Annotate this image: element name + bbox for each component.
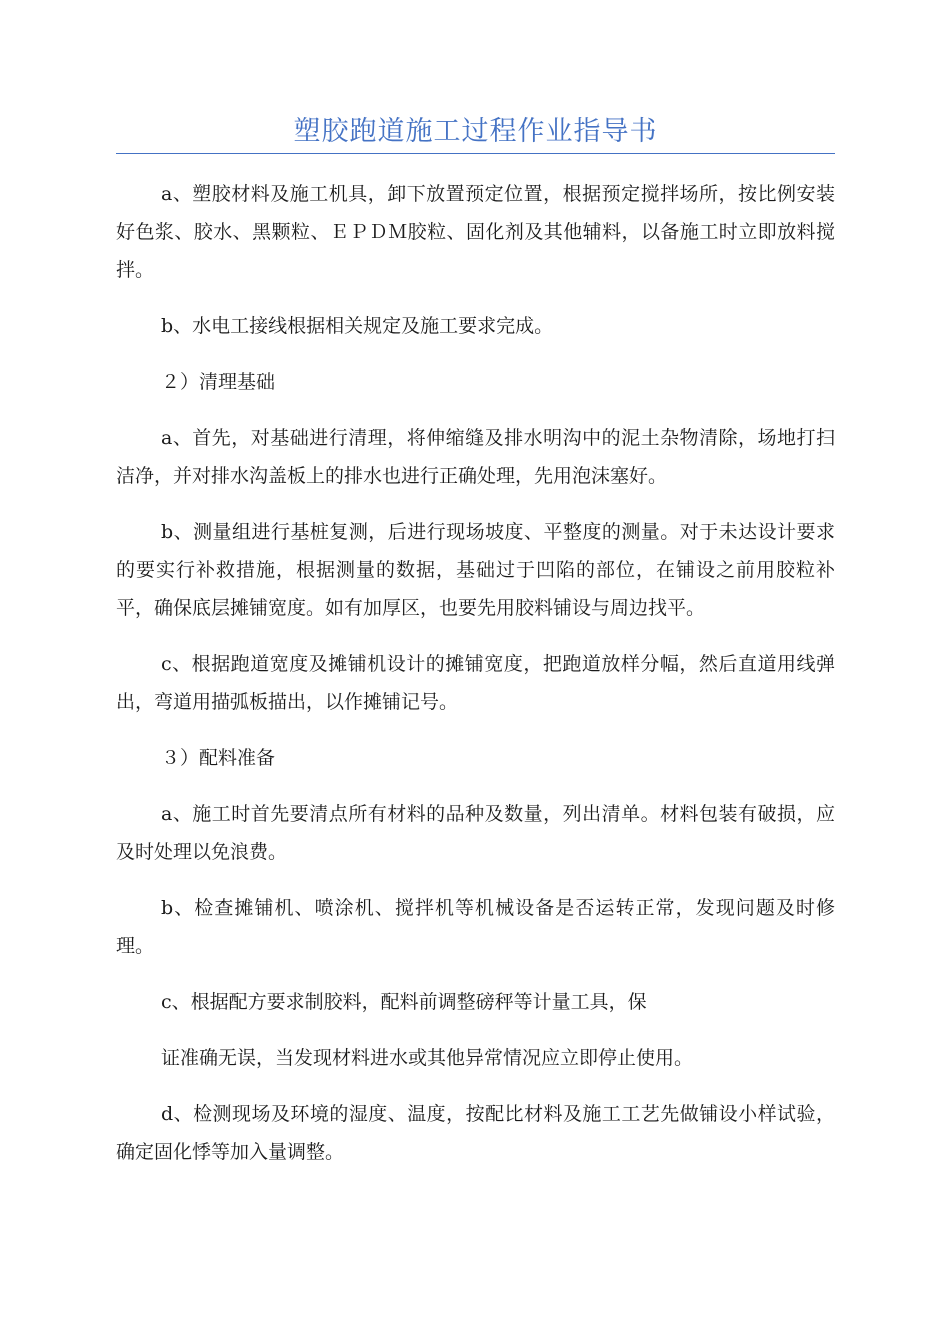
paragraph-mixing-continued: 证准确无误，当发现材料进水或其他异常情况应立即停止使用。 — [161, 1047, 694, 1069]
document-body — [116, 175, 835, 1171]
paragraph-layout-marking: c、根据跑道宽度及摊铺机设计的摊铺宽度，把跑道放样分幅，然后直道用线弹出，弯道用描弧板描出，以作摊铺记号。 — [116, 653, 835, 713]
paragraph-equipment-check: b、检查摊铺机、喷涂机、搅拌机等机械设备是否运转正常，发现问题及时修理。 — [116, 897, 835, 957]
paragraph-survey: b、测量组进行基桩复测，后进行现场坡度、平整度的测量。对于未达设计要求的要实行补救措施，根据测量的数据，基础过于凹陷的部位，在铺设之前用胶粒补平，确保底层摊铺宽度。如有加厚区，也要先用胶料铺设与周边找平。 — [116, 521, 835, 619]
paragraph-mixing: c、根据配方要求制胶料，配料前调整磅秤等计量工具，保 — [161, 991, 647, 1013]
title-underline — [116, 153, 835, 154]
paragraph-inventory: a、施工时首先要清点所有材料的品种及数量，列出清单。材料包装有破损，应及时处理以免浪费。 — [116, 803, 835, 863]
section-heading-clean-base: ２）清理基础 — [161, 371, 276, 393]
paragraph-sample-test: d、检测现场及环境的湿度、温度，按配比材料及施工工艺先做铺设小样试验，确定固化悸等加入量调整。 — [116, 1103, 835, 1163]
section-heading-material-prep: ３）配料准备 — [161, 747, 276, 769]
paragraph-clean-base: a、首先，对基础进行清理，将伸缩缝及排水明沟中的泥土杂物清除，场地打扫洁净，并对排水沟盖板上的排水也进行正确处理，先用泡沫塞好。 — [116, 427, 835, 487]
document-title: 塑胶跑道施工过程作业指导书 — [293, 116, 658, 147]
paragraph-materials-setup: a、塑胶材料及施工机具，卸下放置预定位置，根据预定搅拌场所，按比例安装好色浆、胶水、黑颗粒、ＥＰＤＭ胶粒、固化剂及其他辅料，以备施工时立即放料搅拌。 — [116, 183, 835, 281]
paragraph-electrical-wiring: b、水电工接线根据相关规定及施工要求完成。 — [161, 315, 554, 337]
